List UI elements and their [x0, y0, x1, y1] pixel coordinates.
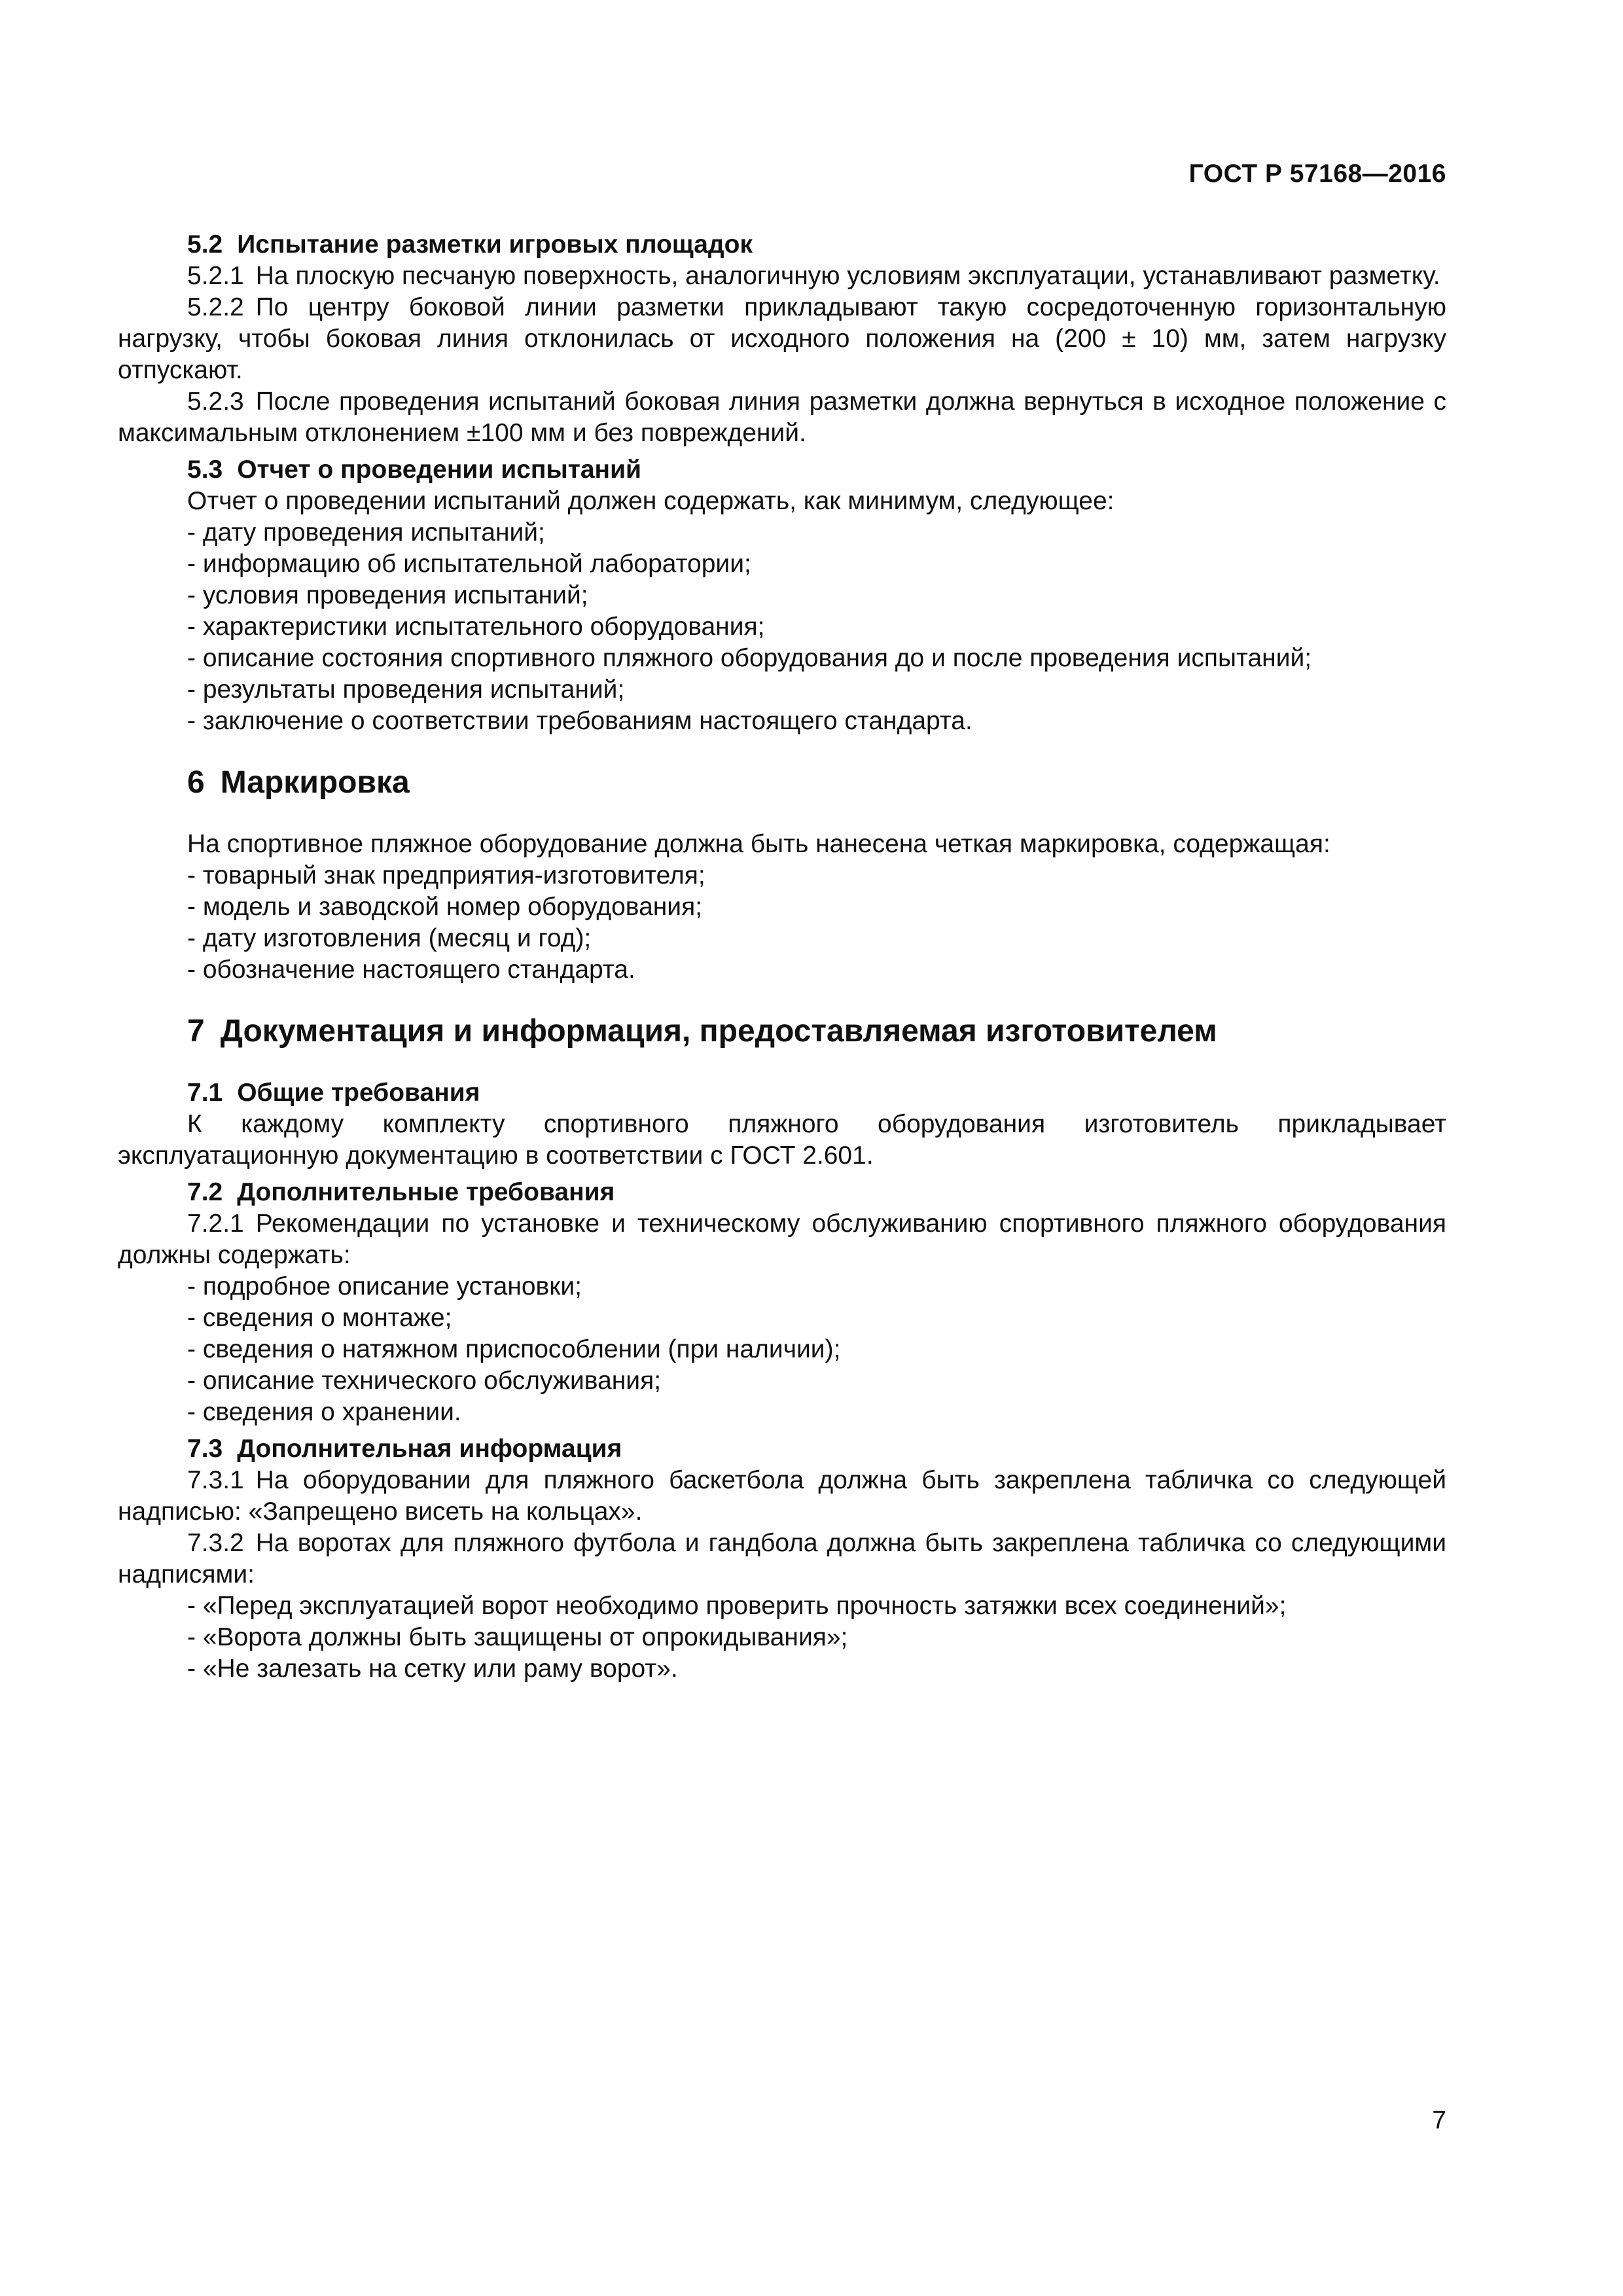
list-item: - описание технического обслуживания; — [187, 1365, 1446, 1397]
subsection-heading-5-2 — [118, 229, 1446, 260]
subsection-number: 7.1 — [187, 1079, 223, 1107]
paragraph-5-2-3 — [118, 386, 1446, 449]
list-item: - характеристики испытательного оборудования; — [187, 611, 1446, 643]
goal-signs-list — [118, 1590, 1446, 1685]
subsection-title: Отчет о проведении испытаний — [237, 456, 642, 484]
list-item: - сведения о хранении. — [187, 1397, 1446, 1428]
subsection-heading-7-2 — [118, 1177, 1446, 1208]
clause-text: На оборудовании для пляжного баскетбола должна быть закреплена табличка со следующей надписью: «Запрещено висеть на кольцах». — [118, 1466, 1446, 1526]
list-item: - модель и заводской номер оборудования; — [187, 891, 1446, 923]
list-item: - сведения о монтаже; — [187, 1302, 1446, 1334]
list-item: - сведения о натяжном приспособлении (при наличии); — [187, 1334, 1446, 1365]
section-number: 7 — [187, 1014, 205, 1049]
list-item: - результаты проведения испытаний; — [187, 674, 1446, 706]
list-item: - дату проведения испытаний; — [187, 517, 1446, 548]
section-number: 6 — [187, 765, 205, 800]
subsection-title: Общие требования — [237, 1079, 480, 1107]
list-item: - обозначение настоящего стандарта. — [187, 954, 1446, 986]
paragraph-5-3-intro: Отчет о проведении испытаний должен содержать, как минимум, следующее: — [187, 487, 1115, 515]
subsection-heading-7-3 — [118, 1433, 1446, 1465]
page-number: 7 — [1432, 2106, 1446, 2134]
list-item: - подробное описание установки; — [187, 1271, 1446, 1302]
subsection-title: Дополнительные требования — [237, 1178, 615, 1206]
subsection-title: Испытание разметки игровых площадок — [237, 230, 753, 259]
paragraph-6-intro: На спортивное пляжное оборудование должна быть нанесена четкая маркировка, содержащая: — [187, 830, 1330, 858]
clause-text: На воротах для пляжного футбола и гандбола должна быть закреплена табличка со следующими надписями: — [118, 1529, 1446, 1588]
page-content — [118, 229, 1446, 1685]
list-item: - товарный знак предприятия-изготовителя; — [187, 860, 1446, 891]
section-heading-7 — [118, 1012, 1446, 1051]
clause-text: После проведения испытаний боковая линия разметки должна вернуться в исходное положение с максимальным отклонением ±100 мм и без повреждений. — [118, 387, 1446, 447]
clause-number: 7.3.1 — [187, 1466, 244, 1494]
paragraph-7-3-2 — [118, 1528, 1446, 1590]
list-item: - заключение о соответствии требованиям настоящего стандарта. — [187, 706, 1446, 737]
list-item: - условия проведения испытаний; — [187, 580, 1446, 611]
section-title: Документация и информация, предоставляемая изготовителем — [220, 1014, 1217, 1049]
list-item: - «Ворота должны быть защищены от опрокидывания»; — [187, 1622, 1446, 1653]
list-item: - дату изготовления (месяц и год); — [187, 923, 1446, 954]
subsection-heading-7-1 — [118, 1077, 1446, 1109]
subsection-number: 7.3 — [187, 1435, 223, 1463]
clause-number: 7.3.2 — [187, 1529, 244, 1557]
clause-number: 7.2.1 — [187, 1210, 244, 1238]
clause-text: Рекомендации по установке и техническому обслуживанию спортивного пляжного оборудования должны содержать: — [118, 1210, 1446, 1269]
subsection-number: 5.2 — [187, 230, 223, 259]
document-code: ГОСТ Р 57168—2016 — [1188, 160, 1446, 188]
clause-number: 5.2.3 — [187, 387, 244, 416]
section-heading-6 — [118, 763, 1446, 802]
report-contents-list — [118, 517, 1446, 737]
list-item: - «Не залезать на сетку или раму ворот». — [187, 1653, 1446, 1685]
clause-text: На плоскую песчаную поверхность, аналогичную условиям эксплуатации, устанавливают разметку. — [255, 262, 1440, 290]
section-title: Маркировка — [220, 765, 410, 800]
clause-number: 5.2.1 — [187, 262, 244, 290]
paragraph-7-1: К каждому комплекту спортивного пляжного оборудования изготовитель прикладывает эксплуатационную документацию в соответствии с ГОСТ 2.601. — [118, 1110, 1446, 1170]
list-item: - информацию об испытательной лаборатории; — [187, 548, 1446, 580]
paragraph-7-3-1 — [118, 1465, 1446, 1528]
subsection-heading-5-3 — [118, 454, 1446, 486]
list-item: - «Перед эксплуатацией ворот необходимо проверить прочность затяжки всех соединений»; — [187, 1590, 1446, 1622]
installation-recommendations-list — [118, 1271, 1446, 1428]
paragraph-5-2-1 — [118, 260, 1446, 292]
subsection-number: 7.2 — [187, 1178, 223, 1206]
subsection-number: 5.3 — [187, 456, 223, 484]
marking-list — [118, 860, 1446, 986]
subsection-title: Дополнительная информация — [237, 1435, 622, 1463]
paragraph-5-2-2 — [118, 292, 1446, 386]
list-item: - описание состояния спортивного пляжного оборудования до и после проведения испытаний; — [187, 643, 1446, 674]
clause-text: По центру боковой линии разметки прикладывают такую сосредоточенную горизонтальную нагрузку, чтобы боковая линия отклонилась от исходного положения на (200 ± 10) мм, затем нагрузку отпускают. — [118, 293, 1446, 384]
paragraph-7-2-1 — [118, 1208, 1446, 1271]
clause-number: 5.2.2 — [187, 293, 244, 321]
